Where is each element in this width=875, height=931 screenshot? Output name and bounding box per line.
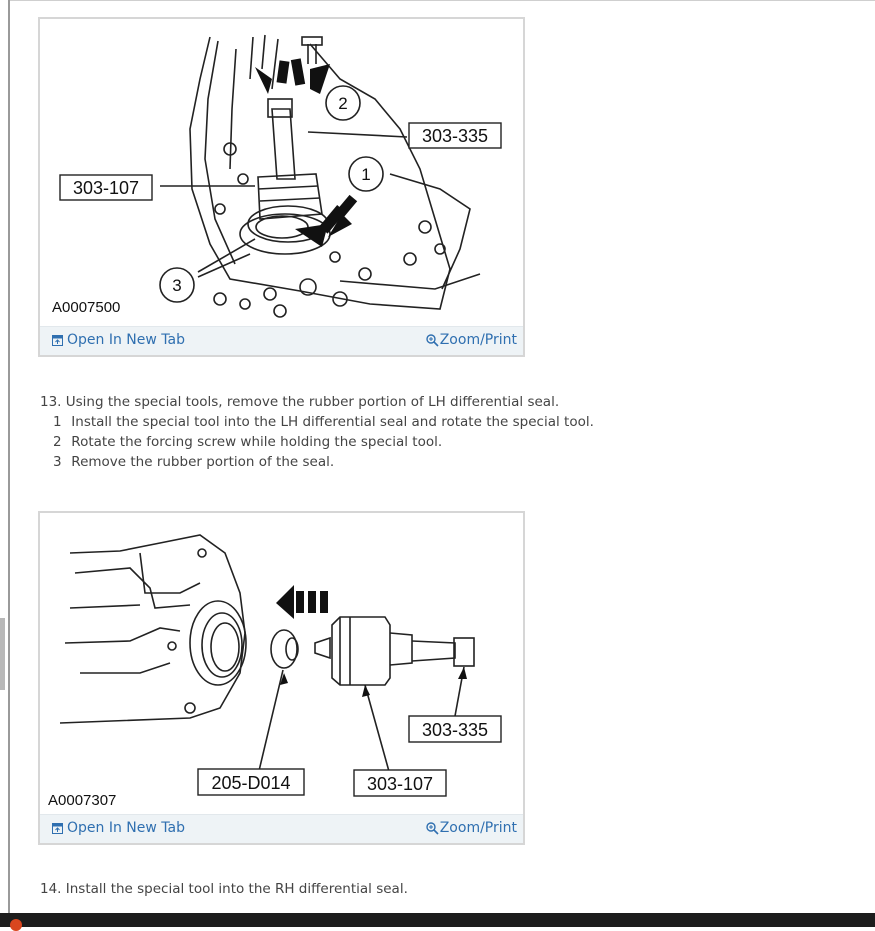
zoom-print-label: Zoom/Print (439, 820, 517, 836)
zoom-in-icon (426, 822, 439, 835)
open-new-tab-icon (52, 335, 63, 346)
callout-2: 2 (338, 94, 348, 113)
zoom-print-button[interactable] (426, 332, 517, 348)
substep-3: 3 Remove the rubber portion of the seal. (53, 454, 335, 470)
figure-illustration (40, 513, 523, 813)
open-in-new-tab-label: Open In New Tab (67, 820, 185, 836)
top-border (0, 0, 875, 5)
open-new-tab-icon (52, 823, 63, 834)
substep-2: 2 Rotate the forcing screw while holding the special tool. (53, 434, 443, 450)
zoom-print-label: Zoom/Print (439, 332, 517, 348)
side-panel-handle[interactable] (0, 618, 5, 690)
figure-id: A0007307 (48, 792, 117, 809)
tool-label-205-d014: 205-D014 (211, 773, 291, 793)
tool-label-303-335: 303-335 (421, 720, 489, 740)
zoom-print-button[interactable] (426, 820, 517, 836)
open-in-new-tab-label: Open In New Tab (67, 332, 185, 348)
tool-label-303-335: 303-335 (421, 126, 489, 146)
figure-a0007307 (38, 511, 525, 845)
figure-a0007500 (38, 17, 525, 357)
substep-1: 1 Install the special tool into the LH differential seal and rotate the special tool. (53, 414, 594, 430)
step-13 (40, 392, 594, 472)
open-in-new-tab-button[interactable] (52, 820, 185, 836)
step-13-heading: 13. Using the special tools, remove the rubber portion of LH differential seal. (40, 394, 560, 410)
taskbar (0, 913, 875, 927)
step-14 (40, 879, 408, 899)
callout-1: 1 (361, 165, 371, 184)
figure-toolbar (40, 814, 523, 843)
figure-toolbar (40, 326, 523, 355)
zoom-in-icon (426, 334, 439, 347)
step-14-heading: 14. Install the special tool into the RH differential seal. (40, 881, 408, 897)
tool-label-303-107: 303-107 (366, 774, 434, 794)
left-scroll-gutter (0, 0, 10, 927)
callout-3: 3 (172, 276, 182, 295)
figure-illustration (40, 19, 523, 325)
figure-id: A0007500 (52, 299, 121, 316)
tool-label-303-107: 303-107 (72, 178, 140, 198)
open-in-new-tab-button[interactable] (52, 332, 185, 348)
app-icon[interactable] (10, 919, 22, 931)
